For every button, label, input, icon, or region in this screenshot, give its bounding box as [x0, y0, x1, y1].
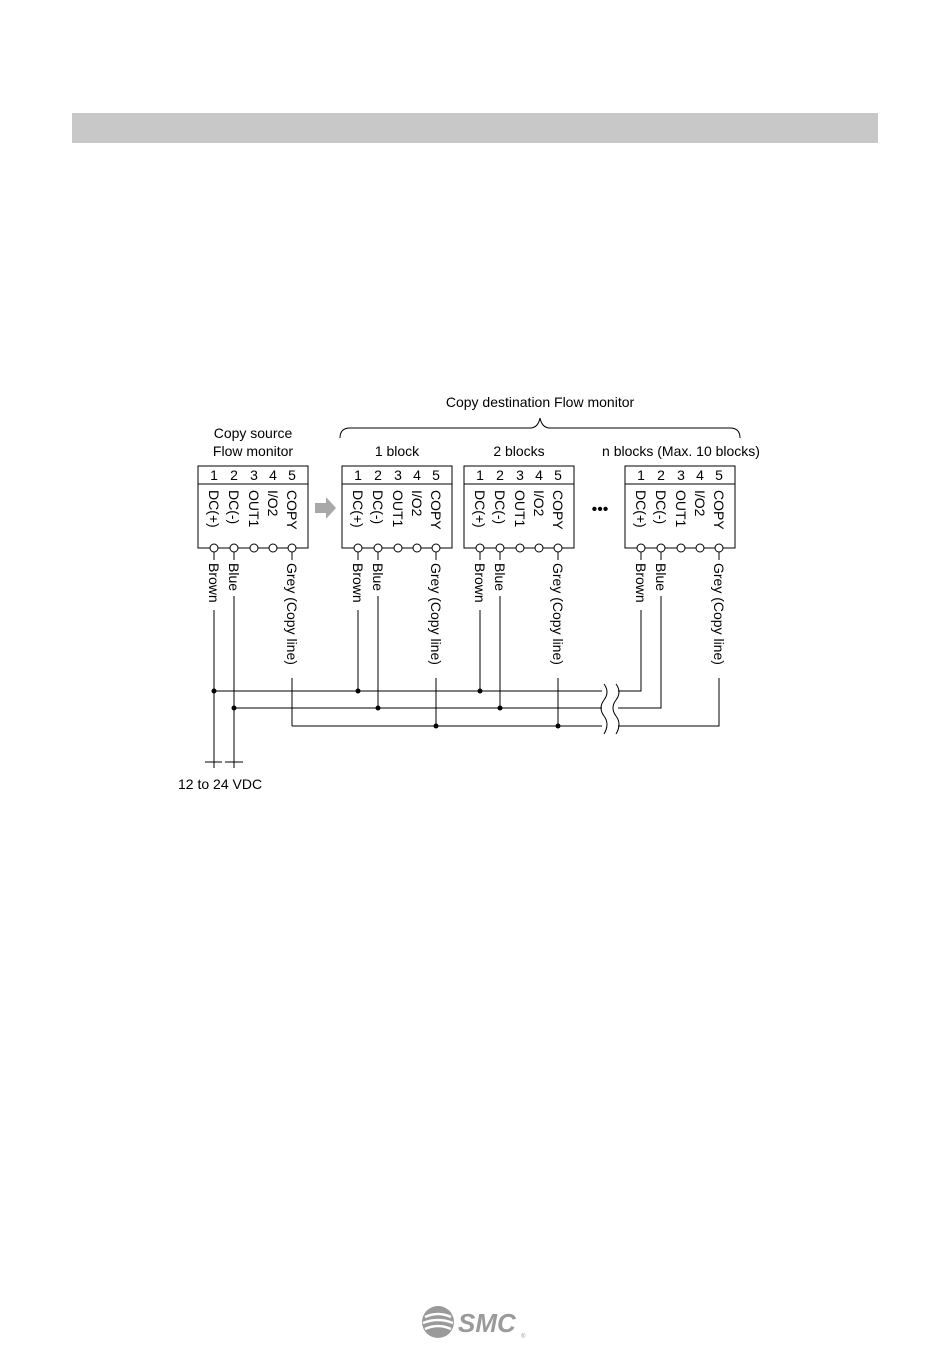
pin-label: DC(-) — [226, 490, 242, 525]
pin-label: I/O2 — [531, 490, 547, 517]
block-label-n: n blocks (Max. 10 blocks) — [602, 443, 760, 459]
pin-label: DC(+) — [633, 490, 649, 528]
pin-label: DC(-) — [653, 490, 669, 525]
wire-label-brown: Brown — [206, 563, 222, 603]
pin-label: I/O2 — [265, 490, 281, 517]
ellipsis: ••• — [591, 501, 609, 518]
wire-label-grey: Grey (Copy line) — [428, 563, 444, 665]
pin-number: 4 — [696, 467, 704, 483]
pin-function-labels — [206, 490, 727, 530]
pin-label: OUT1 — [390, 490, 406, 528]
pin-label: DC(+) — [206, 490, 222, 528]
pin-number: 1 — [476, 467, 484, 483]
wire-label-brown: Brown — [350, 563, 366, 603]
registered-mark: ® — [521, 1334, 526, 1340]
copy-arrow-icon — [315, 497, 336, 519]
pin-label: COPY — [550, 490, 566, 530]
pin-number: 5 — [715, 467, 723, 483]
wire-label-brown: Brown — [633, 563, 649, 603]
pin-number: 5 — [554, 467, 562, 483]
pin-label: OUT1 — [512, 490, 528, 528]
pin-label: COPY — [284, 490, 300, 530]
pin-number: 4 — [535, 467, 543, 483]
pin-label: DC(-) — [370, 490, 386, 525]
destination-brace — [340, 418, 740, 438]
wire-label-grey: Grey (Copy line) — [284, 563, 300, 665]
wire-label-grey: Grey (Copy line) — [550, 563, 566, 665]
pin-label: COPY — [711, 490, 727, 530]
pin-label: I/O2 — [409, 490, 425, 517]
wire-label-blue: Blue — [370, 563, 386, 592]
pin-label: COPY — [428, 490, 444, 530]
pin-label: DC(+) — [472, 490, 488, 528]
wire-label-brown: Brown — [472, 563, 488, 603]
pin-label: OUT1 — [246, 490, 262, 528]
pin-label: OUT1 — [673, 490, 689, 528]
logo-text: SMC — [458, 1308, 516, 1338]
wire-label-blue: Blue — [653, 563, 669, 592]
pin-label: DC(+) — [350, 490, 366, 528]
pin-number: 3 — [394, 467, 402, 483]
pin-number: 3 — [677, 467, 685, 483]
destination-title: Copy destination Flow monitor — [445, 394, 635, 410]
pin-number: 1 — [354, 467, 362, 483]
pin-label: I/O2 — [692, 490, 708, 517]
pin-number: 5 — [288, 467, 296, 483]
wire-label-blue: Blue — [226, 563, 242, 592]
smc-logo — [420, 1302, 530, 1342]
pin-number: 4 — [269, 467, 277, 483]
pin-number: 2 — [496, 467, 504, 483]
pin-number: 3 — [250, 467, 258, 483]
pin-number: 3 — [516, 467, 524, 483]
pin-label: DC(-) — [492, 490, 508, 525]
pin-number: 2 — [374, 467, 382, 483]
wire-label-blue: Blue — [492, 563, 508, 592]
block-label-2: 2 blocks — [493, 443, 545, 459]
pin-number: 2 — [230, 467, 238, 483]
block-label-1: 1 block — [374, 443, 420, 459]
pin-number: 2 — [657, 467, 665, 483]
wire-label-grey: Grey (Copy line) — [711, 563, 727, 665]
pin-number: 5 — [432, 467, 440, 483]
supply-label: 12 to 24 VDC — [178, 776, 263, 792]
source-label-line2: Flow monitor — [212, 443, 294, 459]
pin-number: 4 — [413, 467, 421, 483]
pin-numbers — [210, 467, 723, 483]
pin-number: 1 — [210, 467, 218, 483]
pin-number: 1 — [637, 467, 645, 483]
source-label-line1: Copy source — [213, 425, 293, 441]
wire-labels — [206, 563, 727, 665]
